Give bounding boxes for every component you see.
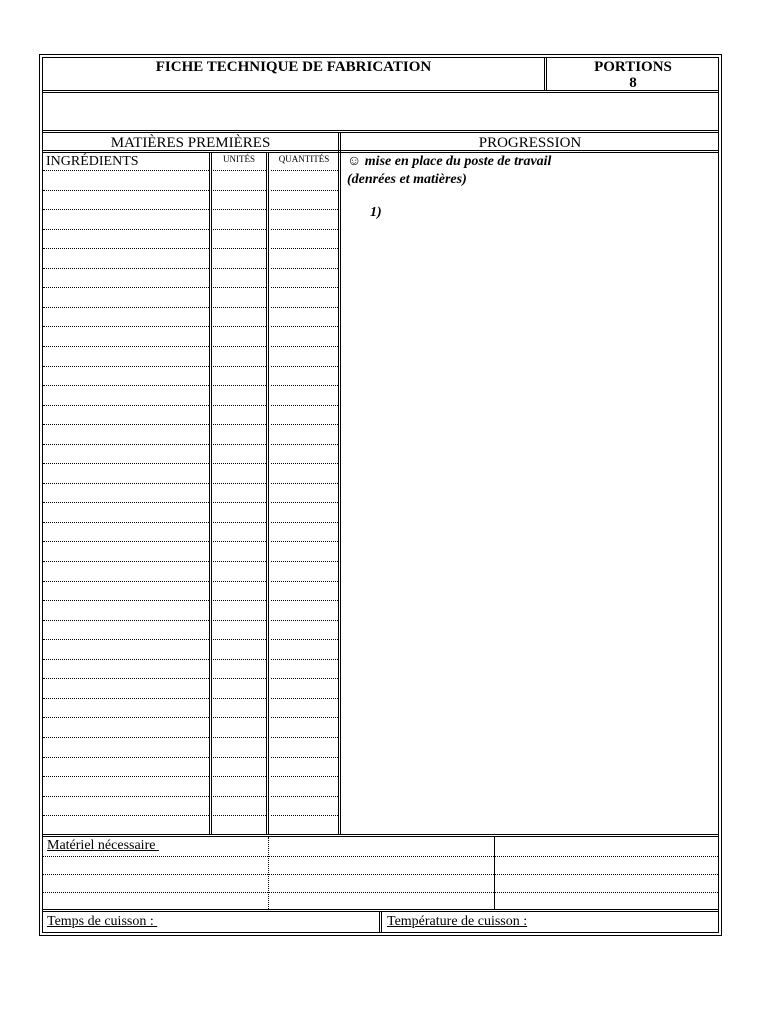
progression-line-1 (347, 153, 717, 171)
ingredient-cell[interactable] (43, 541, 209, 542)
unites-divider (266, 153, 269, 835)
unite-cell[interactable] (213, 483, 266, 484)
quantite-cell[interactable] (271, 502, 338, 503)
unite-cell[interactable] (213, 385, 266, 386)
ingredient-cell[interactable] (43, 483, 209, 484)
unite-cell[interactable] (213, 405, 266, 406)
quantite-cell[interactable] (271, 541, 338, 542)
unite-cell[interactable] (213, 502, 266, 503)
quantite-cell[interactable] (271, 366, 338, 367)
ingredient-cell[interactable] (43, 522, 209, 523)
quantite-cell[interactable] (271, 385, 338, 386)
unite-cell[interactable] (213, 796, 266, 797)
progression-line-2: (denrées et matières) (347, 172, 467, 187)
progression-step-1[interactable]: 1) (370, 205, 382, 220)
list-item[interactable] (43, 856, 718, 857)
unite-cell[interactable] (213, 444, 266, 445)
ingredient-cell[interactable] (43, 815, 209, 816)
ingredient-cell[interactable] (43, 170, 209, 171)
ingredient-cell[interactable] (43, 307, 209, 308)
unite-cell[interactable] (213, 346, 266, 347)
ingredient-cell[interactable] (43, 209, 209, 210)
header-divider (544, 57, 547, 91)
temperature-cuisson-label: Température de cuisson : (387, 914, 528, 929)
ingredient-cell[interactable] (43, 659, 209, 660)
unite-cell[interactable] (213, 717, 266, 718)
ingredient-cell[interactable] (43, 326, 209, 327)
quantite-cell[interactable] (271, 796, 338, 797)
unite-cell[interactable] (213, 268, 266, 269)
quantite-cell[interactable] (271, 326, 338, 327)
ingredient-cell[interactable] (43, 717, 209, 718)
quantite-cell[interactable] (271, 405, 338, 406)
unite-cell[interactable] (213, 170, 266, 171)
unite-cell[interactable] (213, 620, 266, 621)
ingredient-cell[interactable] (43, 287, 209, 288)
section-matieres: MATIÈRES PREMIÈRES (110, 135, 271, 151)
quantite-cell[interactable] (271, 776, 338, 777)
unite-cell[interactable] (213, 307, 266, 308)
quantite-cell[interactable] (271, 170, 338, 171)
quantite-cell[interactable] (271, 346, 338, 347)
ingredient-cell[interactable] (43, 424, 209, 425)
ingredient-cell[interactable] (43, 190, 209, 191)
progression-divider (338, 133, 341, 835)
quantite-cell[interactable] (271, 639, 338, 640)
ingredient-cell[interactable] (43, 581, 209, 582)
unite-cell[interactable] (213, 366, 266, 367)
unite-cell[interactable] (213, 815, 266, 816)
ingredient-cell[interactable] (43, 600, 209, 601)
ingredient-cell[interactable] (43, 561, 209, 562)
unite-cell[interactable] (213, 248, 266, 249)
unite-cell[interactable] (213, 424, 266, 425)
column-quantites: QUANTITÉS (278, 154, 330, 164)
section-progression: PROGRESSION (478, 135, 582, 151)
quantite-cell[interactable] (271, 483, 338, 484)
column-ingredients: INGRÉDIENTS (46, 154, 139, 169)
unite-cell[interactable] (213, 326, 266, 327)
unite-cell[interactable] (213, 581, 266, 582)
list-item[interactable] (43, 874, 718, 875)
unite-cell[interactable] (213, 659, 266, 660)
quantite-cell[interactable] (271, 581, 338, 582)
quantite-cell[interactable] (271, 678, 338, 679)
quantite-cell[interactable] (271, 248, 338, 249)
column-unites: UNITÉS (223, 154, 255, 164)
quantite-cell[interactable] (271, 815, 338, 816)
unite-cell[interactable] (213, 541, 266, 542)
quantite-cell[interactable] (271, 268, 338, 269)
progression-mise-en-place: mise en place du poste de travail (364, 154, 552, 169)
ingredient-cell[interactable] (43, 229, 209, 230)
quantite-cell[interactable] (271, 307, 338, 308)
unite-cell[interactable] (213, 600, 266, 601)
temps-cuisson-label: Temps de cuisson : (47, 914, 158, 929)
quantite-cell[interactable] (271, 659, 338, 660)
quantite-cell[interactable] (271, 600, 338, 601)
ingredient-cell[interactable] (43, 346, 209, 347)
unite-cell[interactable] (213, 209, 266, 210)
cuisson-divider (379, 912, 382, 933)
ingredient-cell[interactable] (43, 268, 209, 269)
ingredient-cell[interactable] (43, 385, 209, 386)
unite-cell[interactable] (213, 678, 266, 679)
quantite-cell[interactable] (271, 620, 338, 621)
ingredient-cell[interactable] (43, 776, 209, 777)
recipe-name-area[interactable] (43, 94, 718, 129)
ingredient-cell[interactable] (43, 757, 209, 758)
unite-cell[interactable] (213, 463, 266, 464)
ingredient-cell[interactable] (43, 502, 209, 503)
unite-cell[interactable] (213, 698, 266, 699)
unite-cell[interactable] (213, 639, 266, 640)
ingredient-cell[interactable] (43, 620, 209, 621)
materiel-divider-2 (494, 837, 495, 909)
materiel-top-rule (42, 834, 719, 837)
unite-cell[interactable] (213, 190, 266, 191)
ingredients-divider (209, 153, 212, 835)
quantite-cell[interactable] (271, 717, 338, 718)
quantite-cell[interactable] (271, 190, 338, 191)
unite-cell[interactable] (213, 561, 266, 562)
portions-value[interactable]: 8 (629, 75, 637, 91)
materiel-label: Matériel nécessaire (47, 838, 159, 853)
ingredient-cell[interactable] (43, 248, 209, 249)
quantite-cell[interactable] (271, 209, 338, 210)
ingredient-cell[interactable] (43, 796, 209, 797)
name-bottom-rule (42, 130, 719, 133)
smiley-icon: ☺ (347, 154, 362, 169)
ingredient-cell[interactable] (43, 678, 209, 679)
quantite-cell[interactable] (271, 444, 338, 445)
ingredient-cell[interactable] (43, 444, 209, 445)
quantite-cell[interactable] (271, 229, 338, 230)
quantite-cell[interactable] (271, 287, 338, 288)
quantite-cell[interactable] (271, 424, 338, 425)
quantite-cell[interactable] (271, 522, 338, 523)
ingredient-cell[interactable] (43, 698, 209, 699)
unite-cell[interactable] (213, 229, 266, 230)
ingredient-cell[interactable] (43, 463, 209, 464)
materiel-divider-1 (268, 837, 269, 909)
ingredient-cell[interactable] (43, 405, 209, 406)
unite-cell[interactable] (213, 522, 266, 523)
sheet-title: FICHE TECHNIQUE DE FABRICATION (155, 59, 432, 75)
ingredient-cell[interactable] (43, 737, 209, 738)
ingredient-cell[interactable] (43, 639, 209, 640)
list-item[interactable] (43, 892, 718, 893)
portions-label: PORTIONS (594, 59, 672, 75)
progression-area[interactable] (345, 225, 717, 833)
quantite-cell[interactable] (271, 561, 338, 562)
quantite-cell[interactable] (271, 757, 338, 758)
unite-cell[interactable] (213, 287, 266, 288)
quantite-cell[interactable] (271, 698, 338, 699)
quantite-cell[interactable] (271, 737, 338, 738)
quantite-cell[interactable] (271, 463, 338, 464)
unite-cell[interactable] (213, 776, 266, 777)
unite-cell[interactable] (213, 737, 266, 738)
header-bottom-rule (42, 90, 719, 93)
unite-cell[interactable] (213, 757, 266, 758)
ingredient-cell[interactable] (43, 366, 209, 367)
